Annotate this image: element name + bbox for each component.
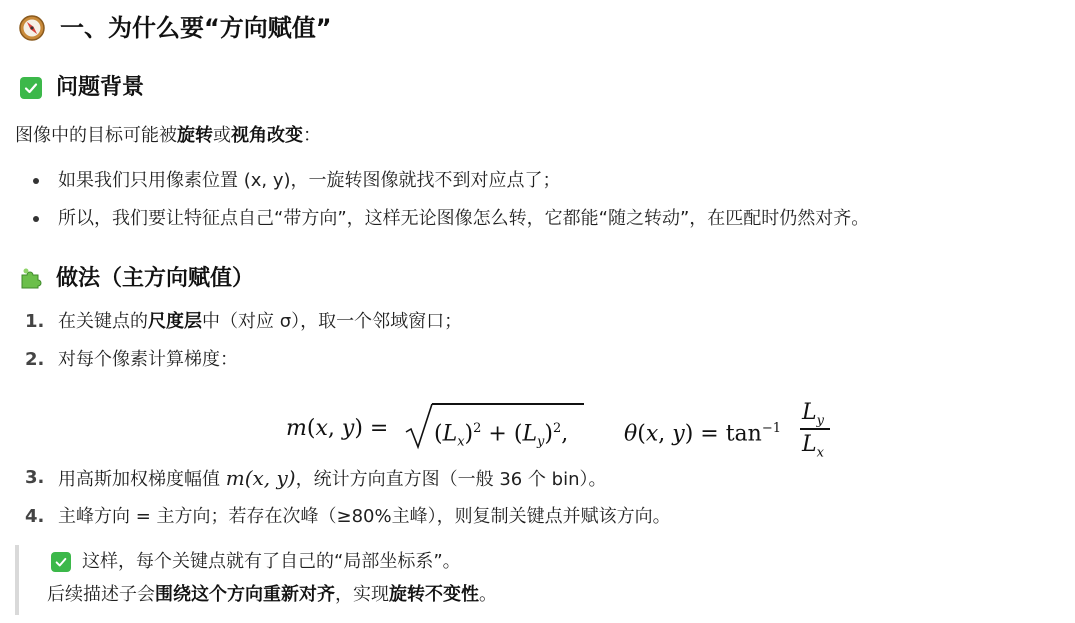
check-box-icon [51,552,71,572]
step-item-3 [58,465,607,493]
step-text: ，统计方向直方图（一般 36 个 bin）。 [295,469,607,490]
quote-text: 。 [479,584,497,605]
step-math: m(x, y) [225,466,296,490]
quote-bold-realign: 围绕这个方向重新对齐 [155,584,335,605]
step-bold-scale-layer: 尺度层 [148,311,202,332]
quote-line-2 [47,582,497,608]
puzzle-piece-icon [18,266,44,292]
step-number: 1. [25,311,45,332]
bullet-item: 所以，我们要让特征点自己“带方向”，这样无论图像怎么转，它都能“随之转动”，在匹配时仍然对齐。 [58,208,870,229]
quote-bar [15,545,19,615]
intro-bold-viewpoint: 视角改变 [231,125,303,146]
quote-line-1: 这样，每个关键点就有了自己的“局部坐标系”。 [82,551,461,572]
intro-prefix: 图像中的目标可能被 [15,125,177,146]
section-title-background: 问题背景 [56,75,145,100]
intro-mid: 或 [213,125,231,146]
bullet-dot [33,216,39,222]
compass-icon [18,14,46,42]
step-number: 2. [25,349,45,370]
fraction: $L_y$ $L_x$ [800,398,834,462]
bullet-item: 如果我们只用像素位置 (x, y)，一旋转图像就找不到对应点了； [58,170,561,191]
step-text: 在关键点的 [58,311,148,332]
step-number: 4. [25,506,45,527]
quote-bold-invariance: 旋转不变性 [389,584,479,605]
quote-text: 后续描述子会 [47,584,155,605]
step-text: 中（对应 σ），取一个邻域窗口； [202,311,463,332]
section-title-method: 做法（主方向赋值） [56,266,255,291]
sqrt-bar [432,403,584,405]
step-text: 用高斯加权梯度幅值 [58,469,226,490]
intro-paragraph [15,123,321,149]
step-number: 3. [25,467,45,488]
step-item-4: 主峰方向 = 主方向；若存在次峰（≥80%主峰），则复制关键点并赋该方向。 [58,506,671,527]
intro-suffix: ： [303,125,321,146]
step-item-1 [58,309,462,335]
quote-text: ，实现 [335,584,389,605]
gradient-formula: m(x, y) = $(L_x)^2 + (L_y)^2$, θ(x, $y) = \tan^{-1}$ $L_y$ $L_x$ [286,396,846,466]
step-item-2: 对每个像素计算梯度： [58,349,238,370]
section-title-why: 一、为什么要“方向赋值” [60,14,332,42]
intro-bold-rotation: 旋转 [177,125,213,146]
check-box-icon [20,77,42,99]
bullet-dot [33,178,39,184]
sqrt-sign [404,402,434,450]
